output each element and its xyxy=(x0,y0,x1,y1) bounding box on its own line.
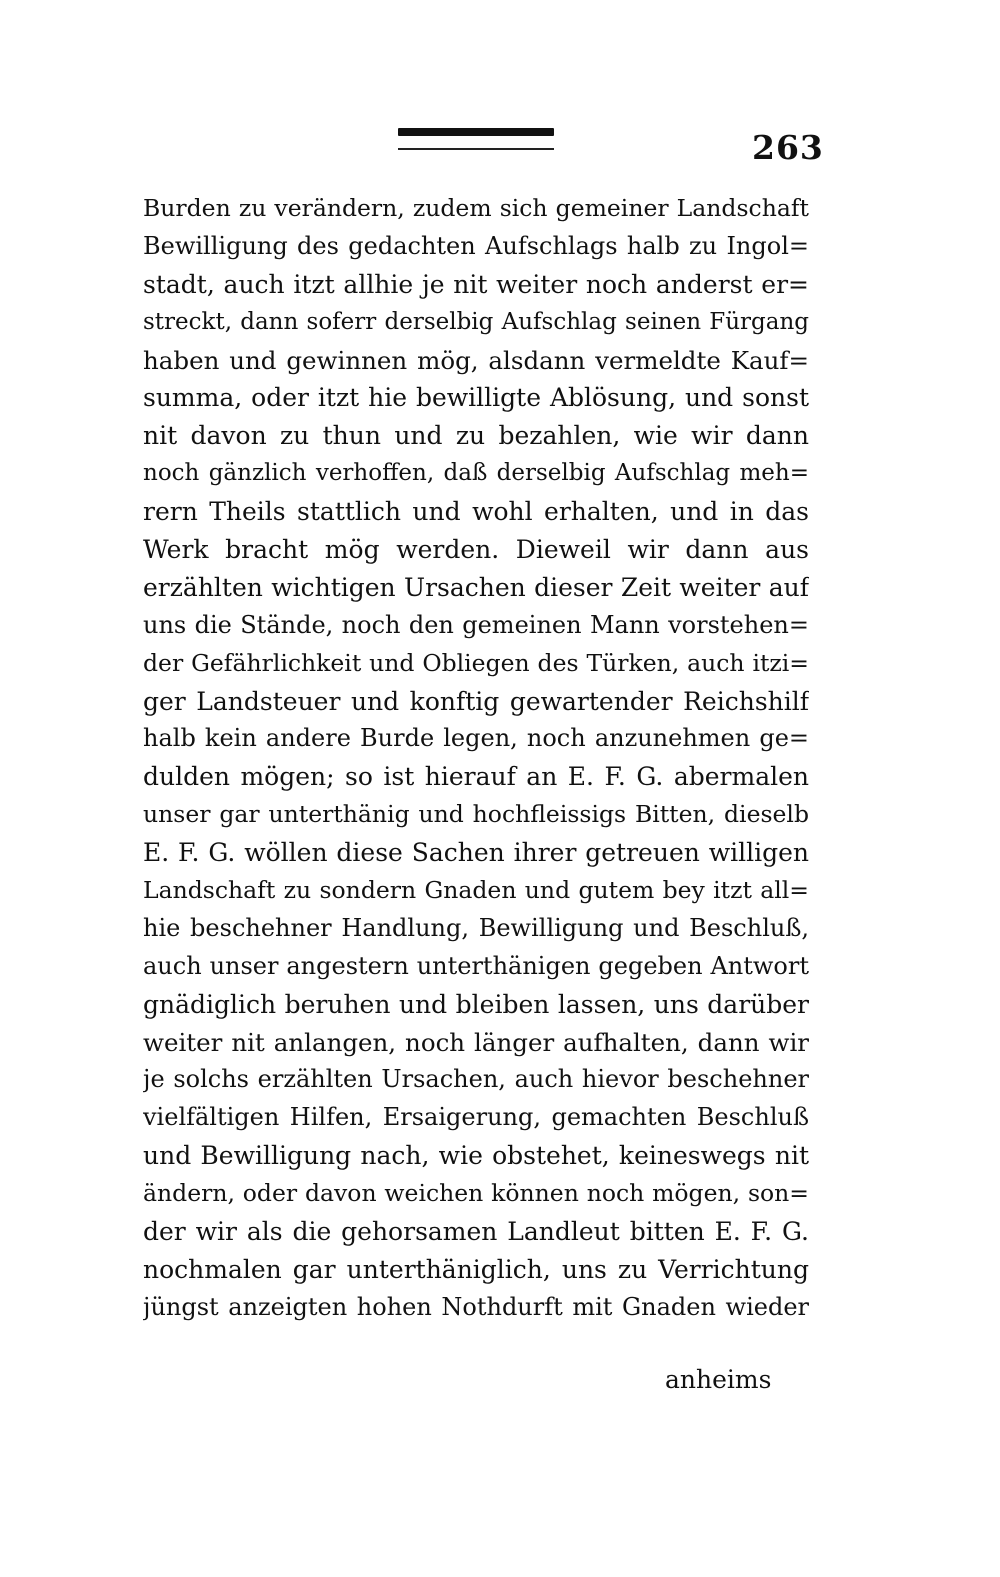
text-line: je solchs erzählten Ursachen, auch hievor beschehner xyxy=(143,1065,809,1094)
text-line: noch gänzlich verhoffen, daß derselbig Aufschlag meh= xyxy=(143,460,809,487)
header-rule-thin xyxy=(398,148,554,150)
text-line: vielfältigen Hilfen, Ersaigerung, gemachten Beschluß xyxy=(143,1103,809,1132)
text-line: auch unser angestern unterthänigen gegeben Antwort xyxy=(143,951,809,980)
text-line: erzählten wichtigen Ursachen dieser Zeit weiter auf xyxy=(143,572,809,602)
text-line: Burden zu verändern, zudem sich gemeiner Landschaft xyxy=(143,194,809,222)
catchword: anheims xyxy=(665,1365,772,1394)
text-line: der wir als die gehorsamen Landleut bitten E. F. G. xyxy=(143,1217,809,1247)
text-line: nochmalen gar unterthäniglich, uns zu Verrichtung xyxy=(143,1254,809,1284)
text-line: uns die Stände, noch den gemeinen Mann vorstehen= xyxy=(143,610,809,639)
text-line: Bewilligung des gedachten Aufschlags halb zu Ingol= xyxy=(143,231,809,260)
text-line: ger Landsteuer und konftig gewartender Reichshilf xyxy=(143,686,809,716)
text-line: haben und gewinnen mög, alsdann vermeldte Kauf= xyxy=(143,345,809,375)
text-line: gnädiglich beruhen und bleiben lassen, uns darüber xyxy=(143,989,809,1019)
page-number: 263 xyxy=(752,128,824,167)
text-line: E. F. G. wöllen diese Sachen ihrer getreuen willigen xyxy=(143,838,809,868)
text-line: der Gefährlichkeit und Obliegen des Türken, auch itzi= xyxy=(143,648,809,677)
text-line: Landschaft zu sondern Gnaden und gutem bey itzt all= xyxy=(143,876,809,905)
text-line: ändern, oder davon weichen können noch mögen, son= xyxy=(143,1179,809,1208)
text-line: Werk bracht mög werden. Dieweil wir dann aus xyxy=(143,535,809,565)
text-line: streckt, dann soferr derselbig Aufschlag seinen Fürgang xyxy=(143,308,809,335)
text-line: hie beschehner Handlung, Bewilligung und Beschluß, xyxy=(143,913,809,942)
text-line: und Bewilligung nach, wie obstehet, keineswegs nit xyxy=(143,1141,809,1171)
body-text xyxy=(143,190,809,1327)
text-line: nit davon zu thun und zu bezahlen, wie wir dann xyxy=(143,421,809,451)
text-line: halb kein andere Burde legen, noch anzunehmen ge= xyxy=(143,724,809,753)
text-line: stadt, auch itzt allhie je nit weiter noch anderst er= xyxy=(143,269,809,299)
header-rule-thick xyxy=(398,128,554,136)
text-line: jüngst anzeigten hohen Nothdurft mit Gnaden wieder xyxy=(143,1292,809,1321)
text-line: summa, oder itzt hie bewilligte Ablösung, und sonst xyxy=(143,383,809,413)
text-line: unser gar unterthänig und hochfleissigs Bitten, dieselb xyxy=(143,800,809,829)
text-line: dulden mögen; so ist hierauf an E. F. G. abermalen xyxy=(143,762,809,792)
header-rule xyxy=(398,128,554,154)
text-line: weiter nit anlangen, noch länger aufhalten, dann wir xyxy=(143,1027,809,1057)
text-line: rern Theils stattlich und wohl erhalten, und in das xyxy=(143,497,809,527)
